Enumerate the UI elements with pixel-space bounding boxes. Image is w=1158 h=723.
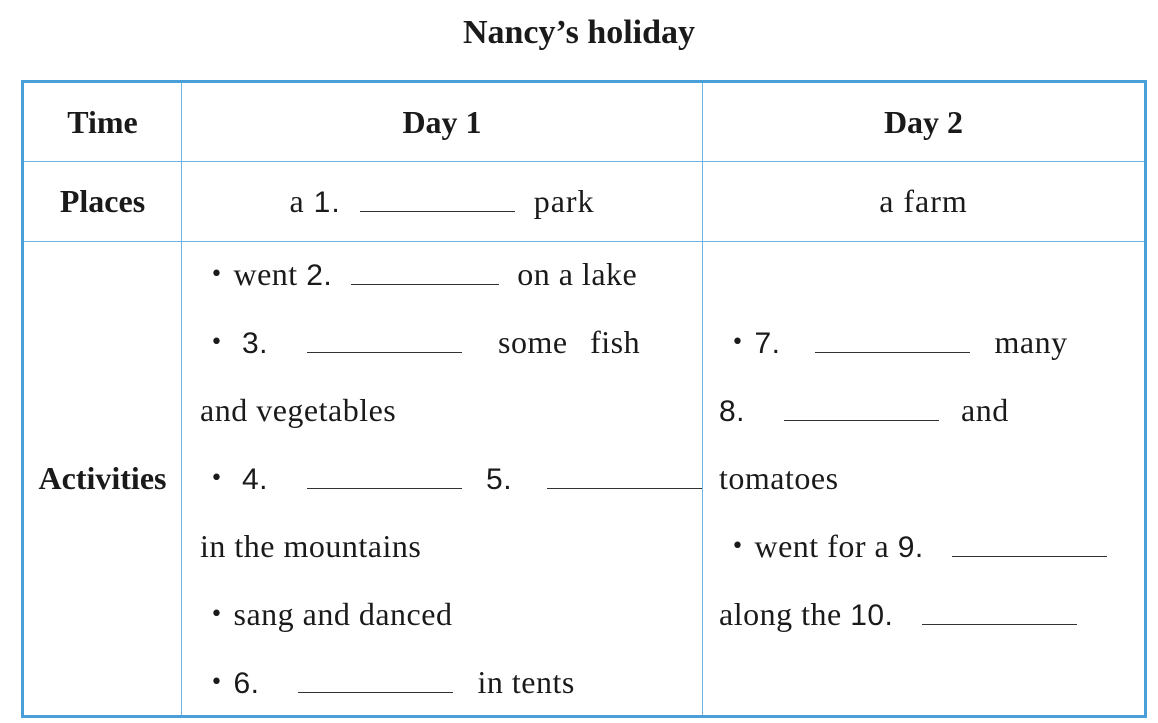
blank-number-2: 2. [306, 259, 333, 292]
activity-line: • 7. many [731, 324, 1068, 360]
activity-line: 8. and [719, 392, 1009, 428]
blank-number-7: 7. [754, 327, 781, 360]
places-day-2: a farm [703, 162, 1146, 242]
places-day-1-post: park [533, 183, 595, 219]
holiday-table [21, 80, 1147, 718]
blank-10-line [922, 623, 1077, 625]
table-row [23, 162, 1146, 242]
blank-3-line [307, 351, 462, 353]
activity-line [210, 460, 702, 497]
activities-day-1 [182, 242, 703, 717]
header-time: Time [23, 82, 182, 162]
places-day-1 [182, 162, 703, 242]
row-label-activities: Activities [23, 242, 182, 717]
blank-1-line [360, 210, 515, 212]
table-row [23, 242, 1146, 717]
activity-line: • sang and danced [210, 596, 453, 632]
blank-number-3: 3. [241, 327, 269, 360]
bullet-icon: • [210, 670, 224, 695]
blank-number-1: 1. [313, 186, 341, 219]
activity-line: • 3. some fish [210, 324, 641, 360]
bullet-icon: • [731, 534, 745, 559]
blank-5-line [547, 487, 702, 489]
blank-number-4: 4. [241, 463, 269, 496]
blank-8-line [784, 419, 939, 421]
bullet-icon: • [210, 262, 224, 287]
blank-6-line [298, 691, 453, 693]
bullet-icon: • [210, 330, 224, 355]
bullet-icon: • [210, 602, 224, 627]
page-title: Nancy’s holiday [462, 14, 696, 51]
table-row [23, 82, 1146, 162]
places-day-1-pre: a [289, 183, 305, 219]
blank-7-line [815, 351, 970, 353]
activity-line: along the 10. [719, 596, 1077, 633]
activity-line: tomatoes [719, 460, 839, 496]
bullet-icon: • [210, 466, 224, 491]
activity-line: • went 2. on a lake [210, 256, 638, 292]
header-day-2: Day 2 [703, 82, 1146, 162]
blank-4-line [307, 487, 462, 489]
blank-number-5: 5. [486, 463, 513, 496]
bullet-icon: • [731, 330, 745, 355]
header-day-1: Day 1 [182, 82, 703, 162]
blank-number-6: 6. [233, 667, 260, 700]
blank-9-line [952, 555, 1107, 557]
activity-line: • went for a 9. [731, 528, 1107, 565]
blank-number-10: 10. [850, 599, 894, 632]
blank-number-9: 9. [897, 531, 924, 564]
activities-day-2 [703, 242, 1146, 717]
activity-line: and vegetables [200, 392, 397, 428]
activity-line: • 6. in tents [210, 664, 575, 700]
blank-2-line [351, 283, 499, 285]
activity-line: in the mountains [200, 528, 422, 564]
row-label-places: Places [23, 162, 182, 242]
blank-number-8: 8. [719, 395, 746, 428]
